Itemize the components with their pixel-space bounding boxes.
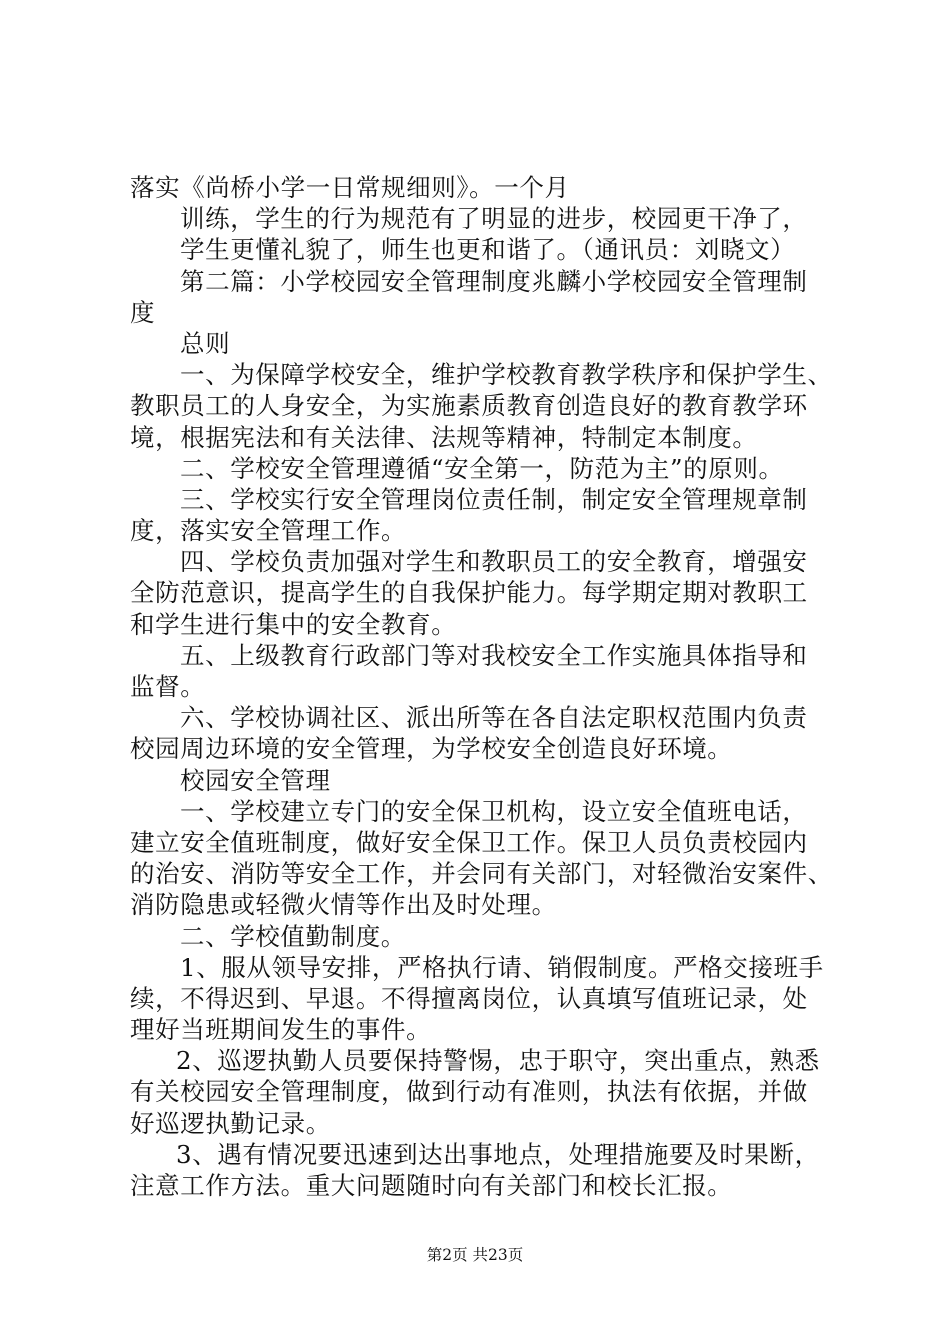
text-line-13: 四、学校负责加强对学生和教职员工的安全教育，增强安 <box>180 547 808 577</box>
text-line-2: 训练，学生的行为规范有了明显的进步，校园更干净了， <box>180 204 808 234</box>
text-line-27: 续，不得迟到、早退。不得擅离岗位，认真填写值班记录，处 <box>130 983 808 1013</box>
text-line-28: 理好当班期间发生的事件。 <box>130 1015 432 1045</box>
text-line-19: 校园周边环境的安全管理，为学校安全创造良好环境。 <box>130 734 733 764</box>
subheading-campus-safety: 校园安全管理 <box>180 765 331 795</box>
text-line-21: 一、学校建立专门的安全保卫机构，设立安全值班电话， <box>180 796 808 826</box>
text-line-26: 1、服从领导安排，严格执行请、销假制度。严格交接班手 <box>180 952 824 982</box>
text-line-9: 境，根据宪法和有关法律、法规等精神，特制定本制度。 <box>130 422 758 452</box>
section-heading-part2-cont: 度 <box>130 297 156 327</box>
text-line-14: 全防范意识，提高学生的自我保护能力。每学期定期对教职工 <box>130 578 808 608</box>
subheading-general: 总则 <box>180 328 231 358</box>
text-line-17: 监督。 <box>130 672 206 701</box>
section-heading-part2: 第二篇：小学校园安全管理制度兆麟小学校园安全管理制 <box>180 266 808 296</box>
text-line-22: 建立安全值班制度，做好安全保卫工作。保卫人员负责校园内 <box>130 827 808 857</box>
text-line-3: 学生更懂礼貌了，师生也更和谐了。（通讯员：刘晓文） <box>180 235 796 265</box>
text-line-15: 和学生进行集中的安全教育。 <box>130 609 457 639</box>
text-line-23: 的治安、消防等安全工作，并会同有关部门，对轻微治安案件、 <box>130 859 833 889</box>
text-line-30: 有关校园安全管理制度，做到行动有准则，执法有依据，并做 <box>130 1077 808 1107</box>
text-line-18: 六、学校协调社区、派出所等在各自法定职权范围内负责 <box>180 703 808 733</box>
text-line-11: 三、学校实行安全管理岗位责任制，制定安全管理规章制 <box>180 484 808 514</box>
text-line-10: 二、学校安全管理遵循“安全第一，防范为主”的原则。 <box>180 453 784 483</box>
text-line-31: 好巡逻执勤记录。 <box>130 1108 331 1138</box>
text-line-32: 3、遇有情况要迅速到达出事地点，处理措施要及时果断， <box>176 1139 820 1169</box>
text-line-33: 注意工作方法。重大问题随时向有关部门和校长汇报。 <box>130 1171 733 1200</box>
text-line-29: 2、巡逻执勤人员要保持警惕，忠于职守，突出重点，熟悉 <box>176 1046 820 1076</box>
text-line-16: 五、上级教育行政部门等对我校安全工作实施具体指导和 <box>180 640 808 670</box>
text-line-1: 落实《尚桥小学一日常规细则》。一个月 <box>130 173 570 202</box>
text-line-25: 二、学校值勤制度。 <box>180 921 406 951</box>
page-footer: 第2页 共23页 <box>426 1246 524 1264</box>
text-line-24: 消防隐患或轻微火情等作出及时处理。 <box>130 890 557 920</box>
text-line-12: 度，落实安全管理工作。 <box>130 516 407 546</box>
document-body <box>130 172 833 1201</box>
text-line-7: 一、为保障学校安全，维护学校教育教学秩序和保护学生、 <box>180 360 833 390</box>
text-line-8: 教职员工的人身安全，为实施素质教育创造良好的教育教学环 <box>130 391 808 421</box>
